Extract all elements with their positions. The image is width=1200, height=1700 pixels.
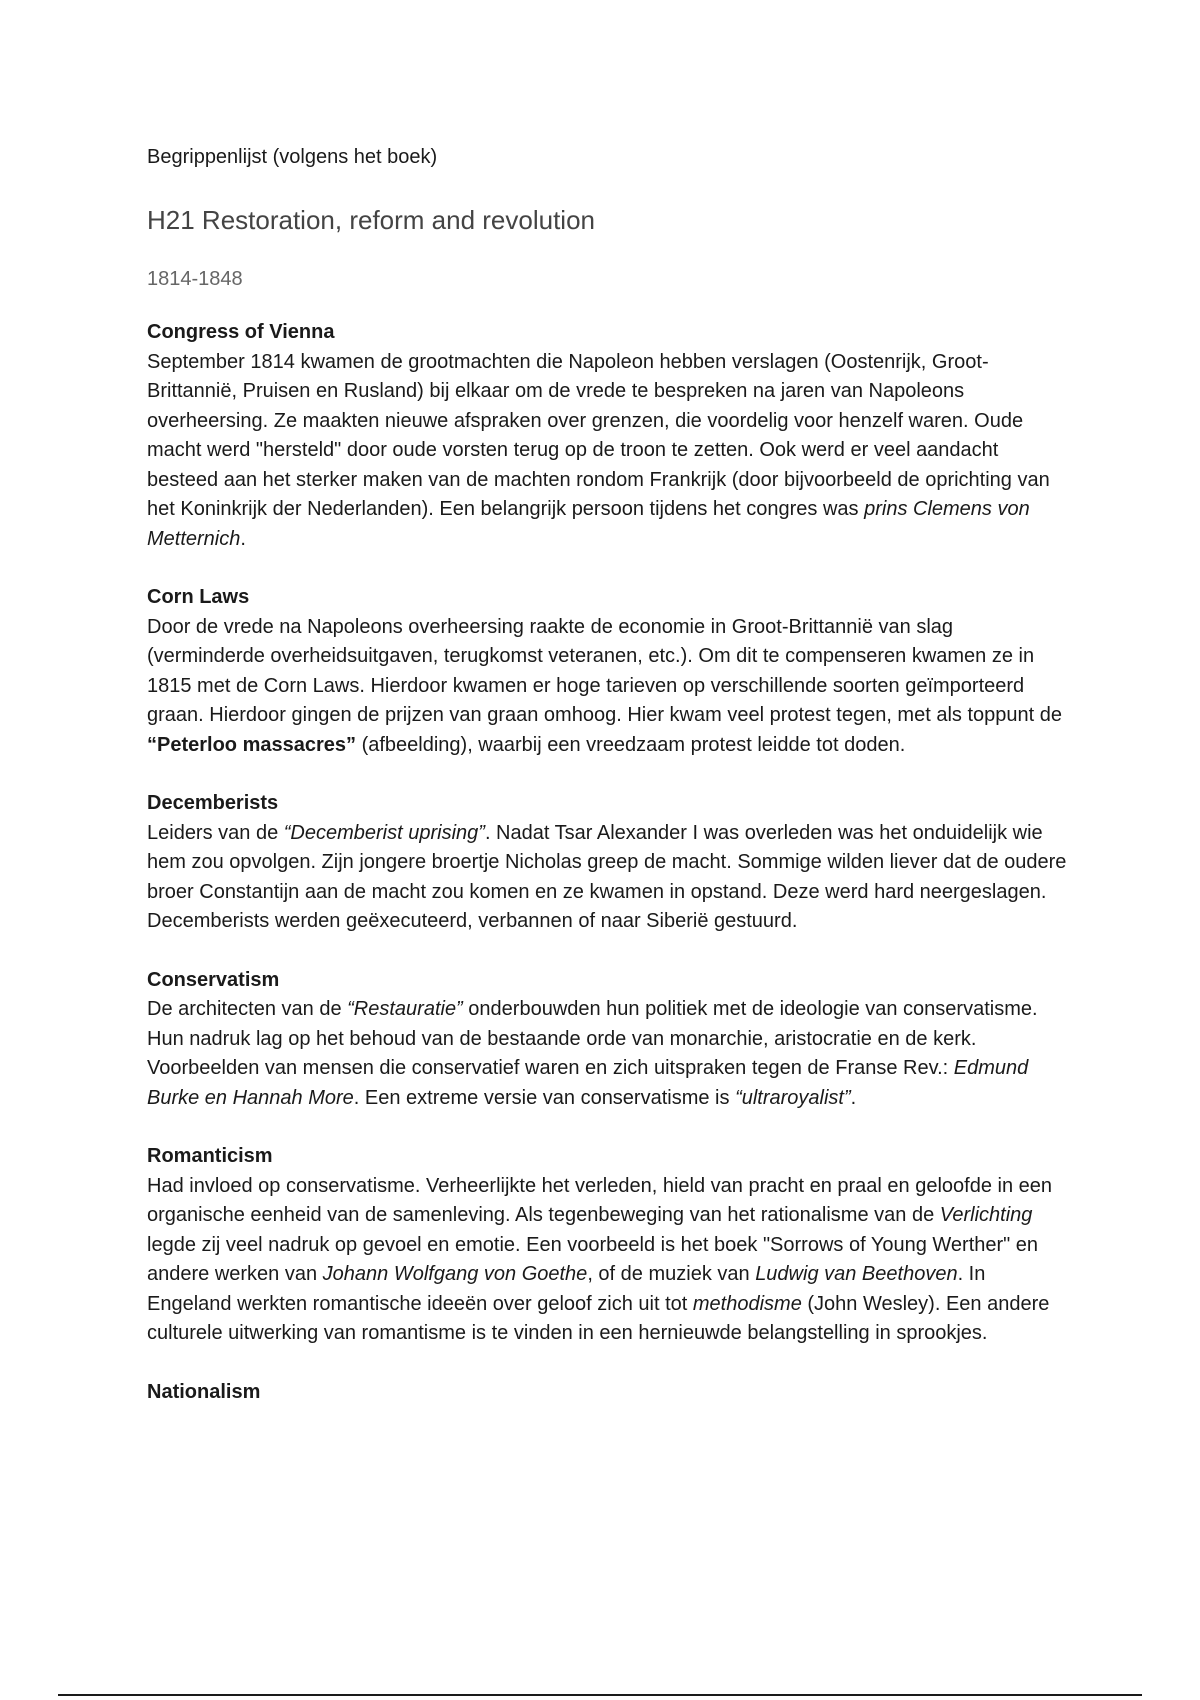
glossary-term-heading: Congress of Vienna bbox=[147, 321, 335, 343]
glossary-entry bbox=[147, 1378, 1067, 1408]
emphasis-text: “Restauratie” bbox=[347, 998, 463, 1020]
glossary-term-definition bbox=[147, 348, 1067, 555]
definition-text: . Nadat Tsar Alexander I was overleden was het onduidelijk wie hem zou opvolgen. Zijn jongere broertje Nicholas greep de macht. Sommige wilden liever dat de oudere broer Constantijn aan de macht zou komen en ze kwamen in opstand. Deze werd hard neergeslagen. Decemberists werden geëxecuteerd, verbannen of naar Siberië gestuurd. bbox=[147, 821, 1067, 932]
glossary-term-definition bbox=[147, 995, 1067, 1113]
emphasis-text: Johann Wolfgang von Goethe bbox=[322, 1263, 588, 1285]
glossary-term-definition bbox=[147, 613, 1067, 761]
glossary-term-definition bbox=[147, 819, 1067, 937]
document-top-label: Begrippenlijst (volgens het boek) bbox=[147, 146, 438, 168]
glossary-term-heading: Corn Laws bbox=[147, 586, 250, 608]
definition-text: onderbouwden hun politiek met de ideologie van conservatisme. Hun nadruk lag op het behoud van de bestaande orde van monarchie, aristocratie en de kerk. Voorbeelden van mensen die conservatief waren en zich uitspraken tegen de Franse Rev.: bbox=[147, 998, 1038, 1079]
glossary-term-heading: Conservatism bbox=[147, 968, 280, 991]
emphasis-text: prins Clemens von Metternich bbox=[147, 498, 1030, 550]
glossary-entry bbox=[147, 1142, 1067, 1349]
definition-text: Leiders van de bbox=[147, 821, 284, 844]
definition-text: . bbox=[850, 1086, 857, 1109]
bold-text: “Peterloo massacres” bbox=[147, 733, 357, 756]
glossary-term-heading: Nationalism bbox=[147, 1380, 261, 1403]
document-title: H21 Restoration, reform and revolution bbox=[147, 205, 596, 235]
emphasis-text: Edmund Burke en Hannah More bbox=[147, 1057, 1029, 1109]
glossary-term-heading: Decemberists bbox=[147, 792, 279, 814]
emphasis-text: “ultraroyalist” bbox=[735, 1086, 851, 1109]
definition-text: , of de muziek van bbox=[587, 1263, 756, 1285]
definition-text: September 1814 kwamen de grootmachten die Napoleon hebben verslagen (Oostenrijk, Groot-Brittannië, Pruisen en Rusland) bij elkaar om de vrede te bespreken na jaren van Napoleons overheersing. Ze maakten nieuwe afspraken over grenzen, die voordelig voor henzelf waren. Oude macht werd "hersteld" door oude vorsten terug op de troon te zetten. Ook werd er veel aandacht besteed aan het sterker maken van de machten rondom Frankrijk (door bijvoorbeeld de oprichting van het Koninkrijk der Nederlanden). Een belangrijk persoon tijdens het congres was bbox=[147, 350, 1050, 520]
glossary-entry bbox=[147, 966, 1067, 1114]
emphasis-text: “Decemberist uprising” bbox=[283, 821, 485, 844]
definition-text: legde zij veel nadruk op gevoel en emotie. Een voorbeeld is het boek "Sorrows of Young Werther" en andere werken van bbox=[147, 1233, 1039, 1285]
glossary-sections bbox=[147, 318, 1067, 1407]
definition-text: (afbeelding), waarbij een vreedzaam protest leidde tot doden. bbox=[356, 733, 906, 756]
definition-text: (John Wesley). Een andere culturele uitwerking van romantisme is te vinden in een hernieuwde belangstelling in sprookjes. bbox=[147, 1292, 1050, 1344]
glossary-entry bbox=[147, 789, 1067, 937]
definition-text: De architecten van de bbox=[147, 998, 348, 1020]
glossary-term-definition bbox=[147, 1172, 1067, 1349]
definition-text: . Een extreme versie van conservatisme is bbox=[353, 1086, 736, 1109]
document-page bbox=[147, 142, 1067, 1407]
glossary-term-heading: Romanticism bbox=[147, 1145, 273, 1167]
glossary-entry bbox=[147, 318, 1067, 554]
definition-text: Had invloed op conservatisme. Verheerlijkte het verleden, hield van pracht en praal en geloofde in een organische eenheid van de samenleving. Als tegenbeweging van het rationalisme van de bbox=[147, 1174, 1053, 1226]
definition-text: . In Engeland werkten romantische ideeën over geloof zich uit tot bbox=[147, 1263, 986, 1315]
glossary-entry bbox=[147, 583, 1067, 760]
emphasis-text: Ludwig van Beethoven bbox=[755, 1263, 958, 1285]
emphasis-text: methodisme bbox=[692, 1292, 802, 1315]
page-bottom-rule bbox=[58, 1694, 1142, 1696]
definition-text: Door de vrede na Napoleons overheersing raakte de economie in Groot-Brittannië van slag (verminderde overheidsuitgaven, terugkomst veteranen, etc.). Om dit te compenseren kwamen ze in 1815 met de Corn Laws. Hierdoor kwamen er hoge tarieven op verschillende soorten geïmporteerd graan. Hierdoor gingen de prijzen van graan omhoog. Hier kwam veel protest tegen, met als toppunt de bbox=[147, 615, 1062, 726]
definition-text: . bbox=[240, 527, 246, 550]
emphasis-text: Verlichting bbox=[939, 1204, 1033, 1226]
document-period: 1814-1848 bbox=[147, 268, 243, 290]
